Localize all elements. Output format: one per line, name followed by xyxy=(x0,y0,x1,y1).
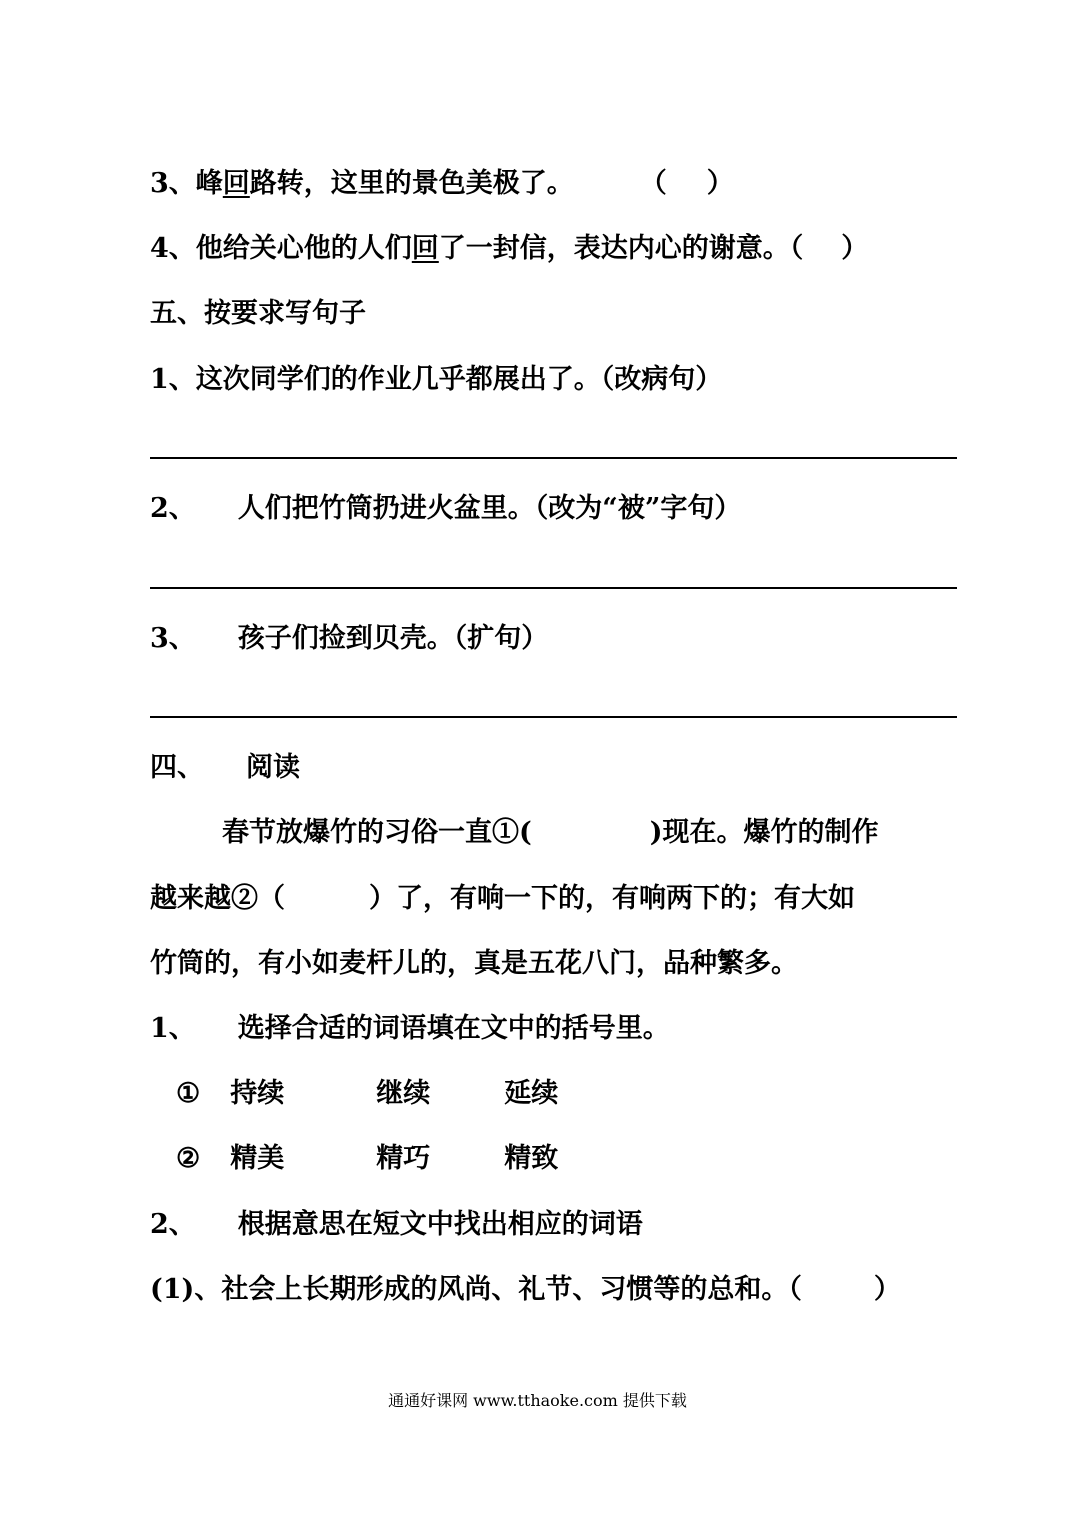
reading-question-1 xyxy=(150,1011,670,1047)
option-row-1 xyxy=(176,1076,558,1112)
item-text: 人们把竹筒扔进火盆里。（改为“被”字句） xyxy=(237,493,742,524)
question-number: 2、 xyxy=(150,1209,196,1240)
reading-question-2-sub-1 xyxy=(150,1272,901,1308)
passage-text: ）了，有响一下的，有响两下的；有大如 xyxy=(369,883,855,914)
item-number: 1、 xyxy=(150,364,196,395)
item-number: 3、 xyxy=(150,623,196,654)
question-text-pre: 峰 xyxy=(195,168,223,199)
answer-paren-close: ） xyxy=(706,168,734,199)
question-text: 根据意思在短文中找出相应的词语 xyxy=(237,1209,643,1240)
question-number: 4、 xyxy=(150,233,196,264)
item-number: 2、 xyxy=(150,493,196,524)
answer-paren-close: ） xyxy=(841,233,869,264)
passage-line-2 xyxy=(150,881,855,917)
question-text: 选择合适的词语填在文中的括号里。 xyxy=(237,1013,670,1044)
option-word[interactable]: 精美 xyxy=(230,1143,285,1174)
section-number: 四、 xyxy=(150,752,204,783)
option-word[interactable]: 精巧 xyxy=(376,1143,431,1174)
option-word[interactable]: 继续 xyxy=(376,1078,431,1109)
rewrite-item-3 xyxy=(150,621,548,657)
reading-question-2 xyxy=(150,1207,643,1243)
option-word[interactable]: 精致 xyxy=(504,1143,559,1174)
answer-paren-open: （ xyxy=(639,168,667,199)
option-word[interactable]: 持续 xyxy=(230,1078,285,1109)
question-number: 3、 xyxy=(150,168,196,199)
answer-paren-open: （ xyxy=(789,233,804,264)
question-text-post: 路转，这里的景色美极了。 xyxy=(249,168,574,199)
underlined-char: 回 xyxy=(411,233,439,264)
passage-line-3: 竹筒的，有小如麦杆儿的，真是五花八门，品种繁多。 xyxy=(150,948,798,979)
item-text: 这次同学们的作业几乎都展出了。（改病句） xyxy=(195,364,723,395)
rewrite-item-1 xyxy=(150,362,722,398)
passage-text: )现在。爆竹的制作 xyxy=(649,817,879,848)
option-word[interactable]: 延续 xyxy=(504,1078,559,1109)
answer-line-3[interactable] xyxy=(150,716,957,718)
question-3-line xyxy=(150,166,734,202)
question-4-line xyxy=(150,231,868,267)
passage-text: 春节放爆竹的习俗一直①( xyxy=(222,817,532,848)
item-text: 孩子们捡到贝壳。（扩句） xyxy=(237,623,549,654)
passage-text: 越来越②（ xyxy=(150,883,285,914)
passage-line-1 xyxy=(222,815,879,851)
answer-paren-open: （ xyxy=(788,1274,802,1305)
answer-line-1[interactable] xyxy=(150,457,957,459)
answer-line-2[interactable] xyxy=(150,587,957,589)
underlined-char: 回 xyxy=(222,168,250,199)
option-marker: ① xyxy=(176,1078,201,1109)
option-marker: ② xyxy=(176,1143,201,1174)
question-text-post: 了一封信，表达内心的谢意。 xyxy=(438,233,790,264)
section-title: 阅读 xyxy=(246,752,300,783)
answer-paren-close: ） xyxy=(873,1274,901,1305)
page-footer: 通通好课网 www.tthaoke.com 提供下载 xyxy=(388,1391,687,1410)
question-text-pre: 他给关心他的人们 xyxy=(195,233,412,264)
section-4-title xyxy=(150,750,300,786)
section-5-title: 五、按要求写句子 xyxy=(150,298,366,329)
option-row-2 xyxy=(176,1141,558,1177)
question-text: (1)、社会上长期形成的风尚、礼节、习惯等的总和。 xyxy=(150,1274,789,1305)
rewrite-item-2 xyxy=(150,491,741,527)
question-number: 1、 xyxy=(150,1013,196,1044)
